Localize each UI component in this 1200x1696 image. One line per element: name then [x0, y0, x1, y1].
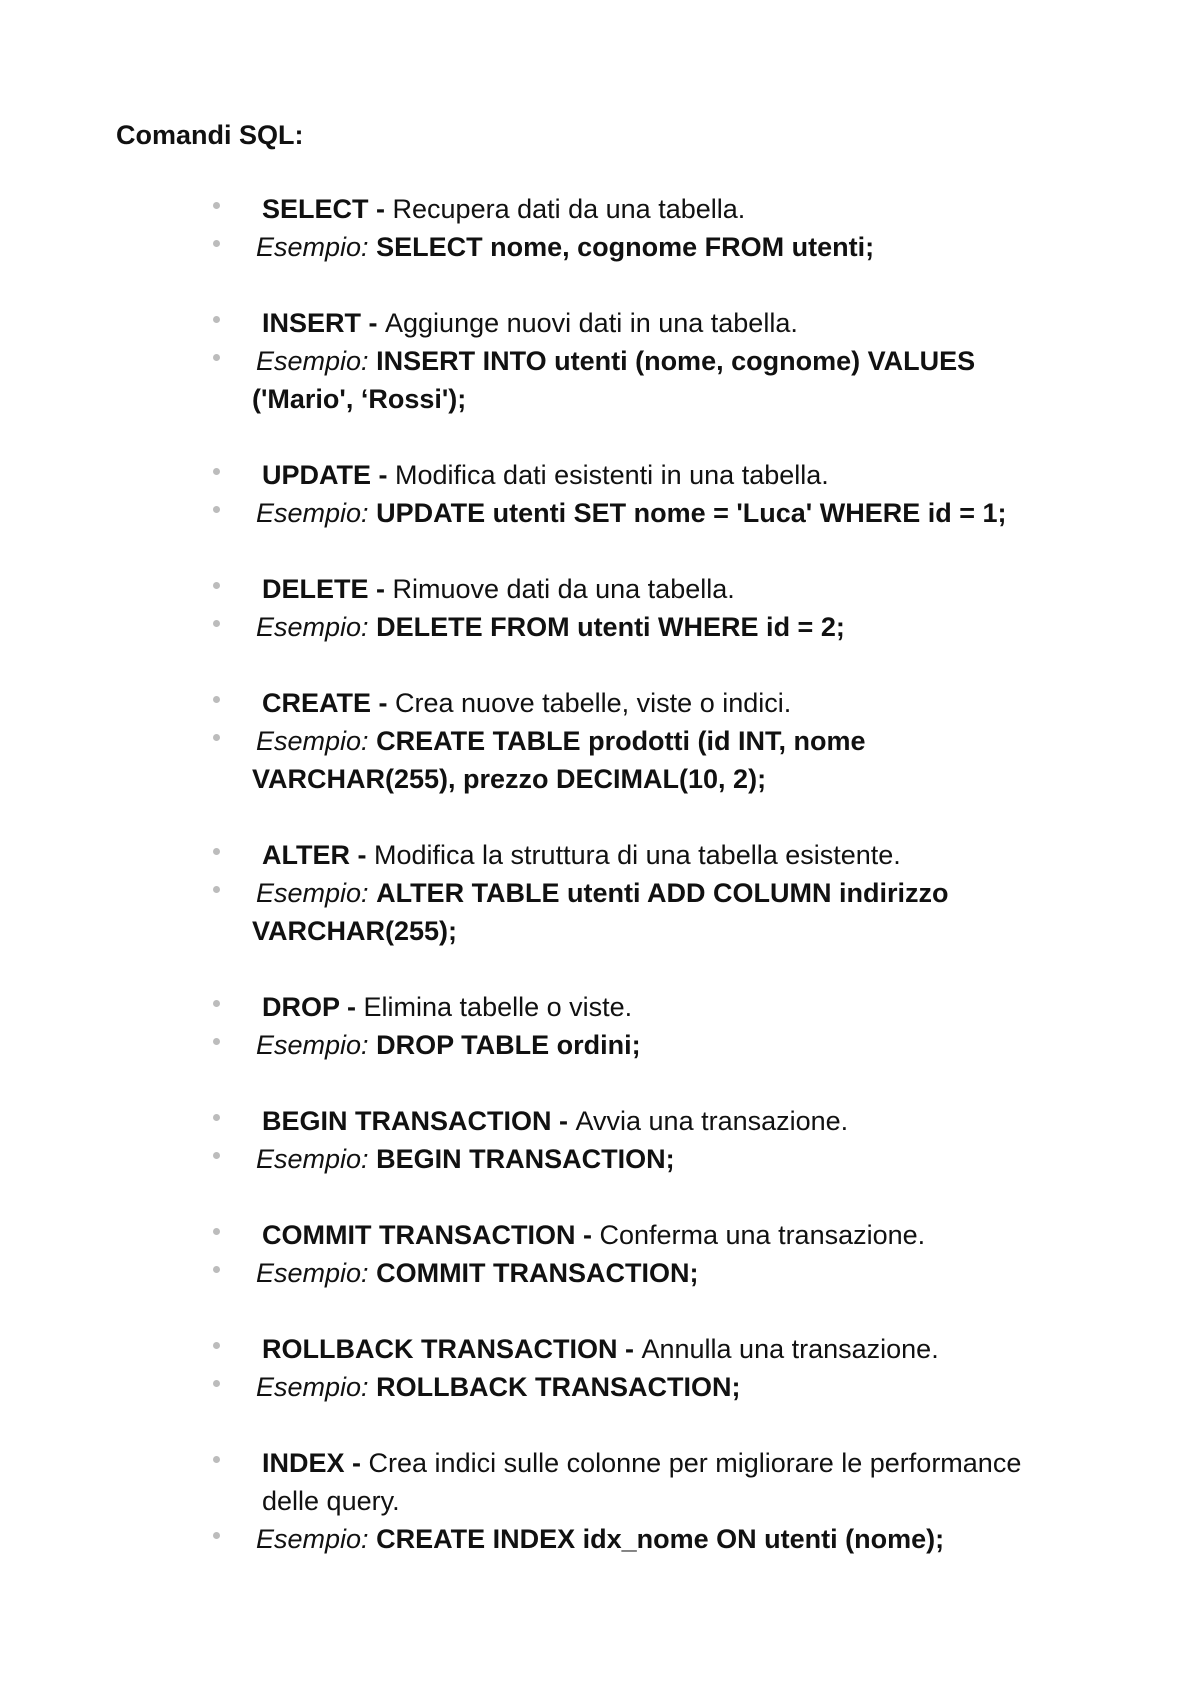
- command-line: [262, 990, 632, 1024]
- bullet-icon: [213, 1228, 220, 1235]
- example-label: Esempio:: [256, 878, 369, 908]
- example-line: [256, 1142, 675, 1176]
- command-line: [262, 838, 901, 872]
- command-keyword: SELECT: [262, 194, 369, 224]
- example-line: [256, 344, 975, 378]
- bullet-icon: [213, 848, 220, 855]
- bullet-icon: [213, 582, 220, 589]
- bullet-icon: [213, 1038, 220, 1045]
- bullet-icon: [213, 1266, 220, 1273]
- command-line: [262, 1104, 848, 1138]
- command-description-continuation: delle query.: [262, 1486, 400, 1516]
- bullet-icon: [213, 316, 220, 323]
- separator: -: [371, 460, 396, 490]
- separator: -: [368, 574, 393, 604]
- bullet-icon: [213, 620, 220, 627]
- separator: -: [368, 194, 393, 224]
- separator: -: [551, 1106, 576, 1136]
- bullet-icon: [213, 1456, 220, 1463]
- command-description: Avvia una transazione.: [575, 1106, 849, 1136]
- command-keyword: UPDATE: [262, 460, 372, 490]
- example-code: CREATE INDEX idx_nome ON utenti (nome);: [376, 1524, 945, 1554]
- bullet-icon: [213, 886, 220, 893]
- example-code-continuation: VARCHAR(255);: [252, 916, 458, 946]
- separator: -: [350, 840, 374, 870]
- example-code: DELETE FROM utenti WHERE id = 2;: [376, 612, 845, 642]
- example-label: Esempio:: [256, 1258, 369, 1288]
- command-description: Recupera dati da una tabella.: [392, 194, 746, 224]
- command-keyword: ROLLBACK TRANSACTION: [262, 1334, 618, 1364]
- command-line: [262, 572, 735, 606]
- command-description: Aggiunge nuovi dati in una tabella.: [385, 308, 798, 338]
- example-label: Esempio:: [256, 1524, 369, 1554]
- example-line: [256, 1522, 944, 1556]
- example-label: Esempio:: [256, 726, 369, 756]
- command-keyword: DROP: [262, 992, 340, 1022]
- separator: -: [361, 308, 386, 338]
- bullet-icon: [213, 202, 220, 209]
- example-line: [256, 724, 866, 758]
- example-label: Esempio:: [256, 1372, 369, 1402]
- example-line: [256, 230, 874, 264]
- example-line: [256, 1370, 741, 1404]
- bullet-icon: [213, 1380, 220, 1387]
- bullet-icon: [213, 354, 220, 361]
- command-line: [262, 686, 791, 720]
- example-code: CREATE TABLE prodotti (id INT, nome: [376, 726, 866, 756]
- command-description: Modifica la struttura di una tabella esistente.: [374, 840, 901, 870]
- command-description: Conferma una transazione.: [599, 1220, 926, 1250]
- command-description: Annulla una transazione.: [641, 1334, 939, 1364]
- example-code: ALTER TABLE utenti ADD COLUMN indirizzo: [376, 878, 949, 908]
- example-code-continuation: VARCHAR(255), prezzo DECIMAL(10, 2);: [252, 764, 767, 794]
- bullet-icon: [213, 696, 220, 703]
- example-code: UPDATE utenti SET nome = 'Luca' WHERE id = 1;: [376, 498, 1007, 528]
- command-line: [262, 1332, 939, 1366]
- command-line: [262, 306, 798, 340]
- command-keyword: INSERT: [262, 308, 362, 338]
- separator: -: [617, 1334, 642, 1364]
- separator: -: [339, 992, 364, 1022]
- command-keyword: DELETE: [262, 574, 369, 604]
- command-line: [262, 458, 829, 492]
- command-keyword: BEGIN TRANSACTION: [262, 1106, 552, 1136]
- example-label: Esempio:: [256, 232, 369, 262]
- example-code: BEGIN TRANSACTION;: [376, 1144, 675, 1174]
- command-keyword: INDEX: [262, 1448, 345, 1478]
- example-label: Esempio:: [256, 498, 369, 528]
- command-description: Modifica dati esistenti in una tabella.: [395, 460, 829, 490]
- separator: -: [575, 1220, 600, 1250]
- separator: -: [371, 688, 396, 718]
- example-code-continuation: ('Mario', ‘Rossi');: [252, 384, 467, 414]
- example-label: Esempio:: [256, 1144, 369, 1174]
- bullet-icon: [213, 1114, 220, 1121]
- bullet-icon: [213, 1342, 220, 1349]
- example-code: ROLLBACK TRANSACTION;: [376, 1372, 741, 1402]
- bullet-icon: [213, 468, 220, 475]
- example-code: DROP TABLE ordini;: [376, 1030, 641, 1060]
- command-description: Crea nuove tabelle, viste o indici.: [395, 688, 792, 718]
- command-keyword: ALTER: [262, 840, 350, 870]
- bullet-icon: [213, 734, 220, 741]
- bullet-icon: [213, 240, 220, 247]
- command-description: Rimuove dati da una tabella.: [392, 574, 735, 604]
- page-title: Comandi SQL:: [116, 120, 304, 150]
- command-line: [262, 1446, 1021, 1480]
- bullet-icon: [213, 1532, 220, 1539]
- command-description: Elimina tabelle o viste.: [363, 992, 633, 1022]
- example-label: Esempio:: [256, 346, 369, 376]
- example-line: [256, 496, 1007, 530]
- example-label: Esempio:: [256, 1030, 369, 1060]
- example-code: SELECT nome, cognome FROM utenti;: [376, 232, 875, 262]
- bullet-icon: [213, 1000, 220, 1007]
- example-line: [256, 876, 949, 910]
- command-line: [262, 192, 745, 226]
- separator: -: [344, 1448, 369, 1478]
- bullet-icon: [213, 1152, 220, 1159]
- example-line: [256, 1256, 699, 1290]
- bullet-icon: [213, 506, 220, 513]
- example-line: [256, 1028, 641, 1062]
- example-code: COMMIT TRANSACTION;: [376, 1258, 699, 1288]
- example-line: [256, 610, 845, 644]
- command-keyword: CREATE: [262, 688, 372, 718]
- example-label: Esempio:: [256, 612, 369, 642]
- command-description: Crea indici sulle colonne per migliorare le performance: [368, 1448, 1022, 1478]
- command-line: [262, 1218, 925, 1252]
- command-keyword: COMMIT TRANSACTION: [262, 1220, 576, 1250]
- example-code: INSERT INTO utenti (nome, cognome) VALUES: [376, 346, 976, 376]
